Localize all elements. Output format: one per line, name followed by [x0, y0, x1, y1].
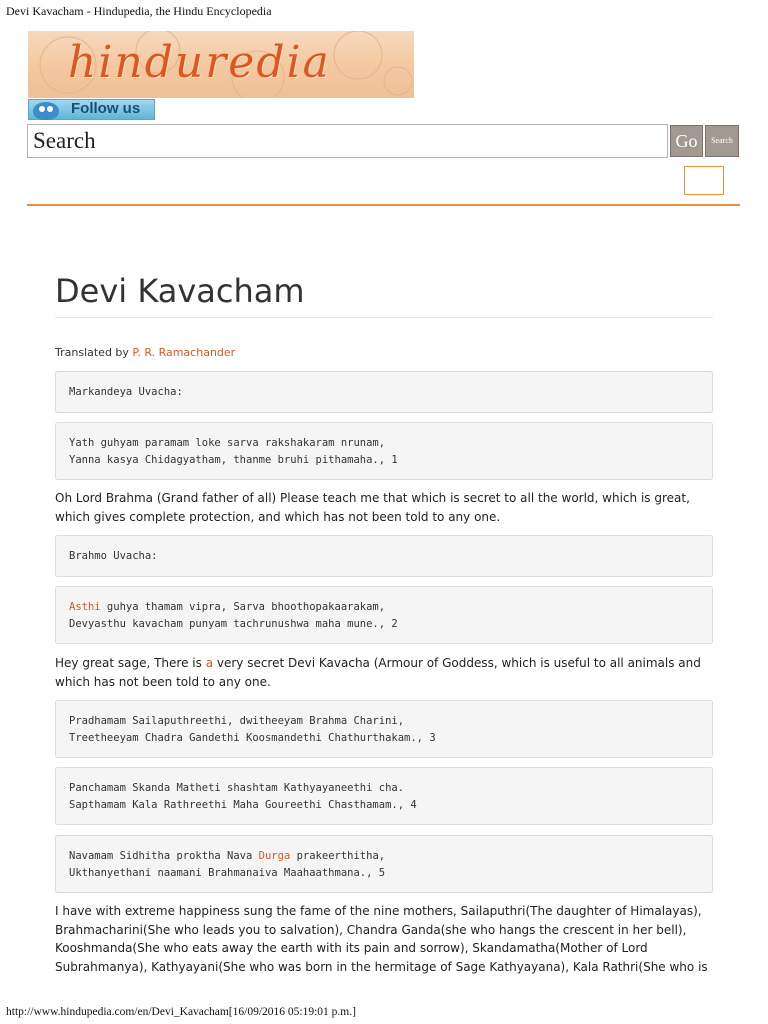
asthi-link[interactable]: Asthi — [69, 601, 101, 613]
verse-block-5 — [55, 835, 713, 893]
paragraph-text: very secret Devi Kavacha (Armour of Goddess, which is useful to all animals and — [213, 656, 701, 670]
verse-text: Navamam Sidhitha proktha Nava — [69, 850, 259, 862]
verse-block-4 — [55, 767, 713, 825]
verse-line: Panchamam Skanda Matheti shashtam Kathyayaneethi cha. — [69, 782, 405, 794]
paragraph-line: Subrahmanya), Kathyayani(She who was born in the hermitage of Sage Kathyayana), Kala Rathri(She who is — [55, 959, 708, 974]
paragraph-line: Kooshmanda(She who eats away the earth with its pain and sorrow), Skandamatha(Mother of Lord — [55, 941, 648, 955]
logo-wordmark: hinduredia — [68, 37, 331, 88]
bird-icon — [33, 102, 59, 120]
code-line: Markandeya Uvacha: — [69, 386, 183, 398]
code-block-brahmo — [55, 535, 713, 577]
search-button[interactable]: Search — [705, 125, 739, 157]
translated-by-line — [55, 346, 235, 359]
code-block-markandeya — [55, 371, 713, 413]
search-input[interactable]: Search — [27, 124, 668, 158]
verse-line: Yath guhyam paramam loke sarva rakshakaram nrunam, — [69, 437, 386, 449]
verse-line: Pradhamam Sailaputhreethi, dwitheeyam Brahma Charini, — [69, 715, 405, 727]
verse-block-1 — [55, 422, 713, 480]
go-button[interactable]: Go — [670, 125, 703, 157]
paragraph-1 — [55, 489, 715, 526]
verse-block-2 — [55, 586, 713, 644]
verse-text: prakeerthitha, — [290, 850, 386, 862]
verse-line: Devyasthu kavacham punyam tachrunushwa maha mune., 2 — [69, 618, 398, 630]
site-logo[interactable] — [28, 31, 414, 98]
code-line: Brahmo Uvacha: — [69, 550, 158, 562]
print-footer-url: http://www.hindupedia.com/en/Devi_Kavacham[16/09/2016 05:19:01 p.m.] — [6, 1006, 356, 1018]
paragraph-text: Hey great sage, There is — [55, 656, 206, 670]
follow-us-label: Follow us — [71, 100, 141, 117]
verse-line: Yanna kasya Chidagyatham, thanme bruhi pithamaha., 1 — [69, 454, 398, 466]
title-divider — [55, 317, 713, 318]
paragraph-line: Oh Lord Brahma (Grand father of all) Please teach me that which is secret to all the world, which is great, — [55, 491, 690, 505]
paragraph-3 — [55, 902, 715, 976]
paragraph-line: I have with extreme happiness sung the fame of the nine mothers, Sailaputhri(The daughter of Himalayas), — [55, 904, 702, 918]
print-header-title: Devi Kavacham - Hindupedia, the Hindu Encyclopedia — [6, 4, 272, 18]
translator-link[interactable]: P. R. Ramachander — [132, 346, 236, 359]
verse-line: guhya thamam vipra, Sarva bhoothopakaarakam, — [100, 601, 386, 613]
a-link[interactable]: a — [205, 656, 214, 670]
translated-by-label: Translated by — [55, 346, 133, 359]
verse-line: Treetheeyam Chadra Gandethi Koosmandethi Chathurthakam., 3 — [69, 732, 436, 744]
paragraph-line: which gives complete protection, and which has not been told to any one. — [55, 509, 501, 524]
verse-line: Sapthamam Kala Rathreethi Maha Goureethi Chasthamam., 4 — [69, 799, 417, 811]
verse-line: Ukthanyethani naamani Brahmanaiva Maahaathmana., 5 — [69, 867, 386, 879]
verse-block-3 — [55, 700, 713, 758]
paragraph-line: which has not been told to any one. — [55, 674, 271, 689]
page-title: Devi Kavacham — [55, 272, 305, 310]
header-divider — [27, 204, 740, 206]
empty-input-box[interactable] — [684, 166, 724, 195]
paragraph-line: Brahmacharini(She who leads you to salvation), Chandra Ganda(she who hangs the crescent in her bell), — [55, 922, 687, 937]
follow-us-button[interactable] — [28, 99, 155, 120]
durga-link[interactable]: Durga — [258, 850, 291, 862]
paragraph-2 — [55, 654, 715, 691]
